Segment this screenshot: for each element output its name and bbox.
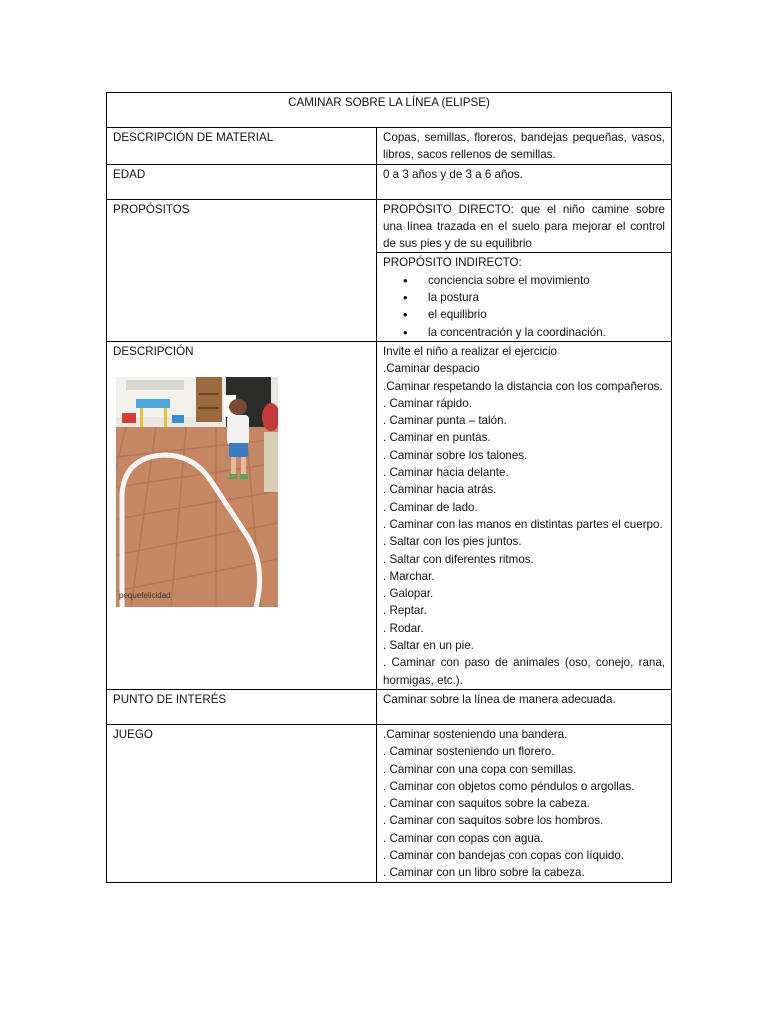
descripcion-row xyxy=(107,341,672,689)
punto-label: PUNTO DE INTERÉS xyxy=(107,689,377,724)
edad-row xyxy=(107,164,672,199)
list-item: . Caminar con bandejas con copas con líquido. xyxy=(383,848,625,862)
list-item: . Reptar. xyxy=(383,604,427,618)
list-item: Invite el niño a realizar el ejercicio xyxy=(383,344,557,358)
list-item: . Marchar. xyxy=(383,569,435,583)
list-item: . Caminar en puntas. xyxy=(383,431,491,445)
proposito-directo: PROPÓSITO DIRECTO: que el niño camine sobre una línea trazada en el suelo para mejorar el control de sus pies y de su equilibrio xyxy=(377,199,672,253)
proposito-indirecto-title: PROPÓSITO INDIRECTO: xyxy=(383,256,522,270)
descripcion-list xyxy=(377,341,672,689)
list-item: . Caminar sobre los talones. xyxy=(383,448,528,462)
edad-label: EDAD xyxy=(107,164,377,199)
list-item: . Caminar con saquitos sobre la cabeza. xyxy=(383,797,590,811)
list-item: . Caminar de lado. xyxy=(383,500,478,514)
floor-line-photo xyxy=(116,377,278,607)
list-item: . Caminar con un libro sobre la cabeza. xyxy=(383,866,585,880)
list-item: . Caminar punta – talón. xyxy=(383,414,507,428)
table-title: CAMINAR SOBRE LA LÍNEA (ELIPSE) xyxy=(107,93,672,128)
activity-table xyxy=(106,92,672,883)
material-label: DESCRIPCIÓN DE MATERIAL xyxy=(107,128,377,165)
juego-list xyxy=(377,724,672,882)
list-item: . Caminar hacia delante. xyxy=(383,466,509,480)
list-item: . Caminar con saquitos sobre los hombros. xyxy=(383,814,604,828)
punto-row xyxy=(107,689,672,724)
descripcion-label: DESCRIPCIÓN xyxy=(113,344,194,358)
list-item: .Caminar sosteniendo una bandera. xyxy=(383,727,568,741)
list-item: . Caminar hacia atrás. xyxy=(383,483,497,497)
list-item: • la postura xyxy=(403,289,665,306)
propositos-directo-row xyxy=(107,199,672,253)
material-row xyxy=(107,128,672,165)
list-item: . Caminar con paso de animales (oso, conejo, rana, hormigas, etc.). xyxy=(383,656,666,687)
list-item: . Caminar con copas con agua. xyxy=(383,831,544,845)
title-row xyxy=(107,93,672,128)
list-item: . Caminar con objetos como péndulos o argollas. xyxy=(383,779,635,793)
juego-label: JUEGO xyxy=(107,724,377,882)
image-watermark: pequefelicidad xyxy=(119,590,171,600)
list-item: • el equilibrio xyxy=(403,306,665,323)
descripcion-cell xyxy=(107,341,377,689)
list-item: . Galopar. xyxy=(383,587,434,601)
list-item: . Caminar con una copa con semillas. xyxy=(383,762,577,776)
list-item: • la concentración y la coordinación. xyxy=(403,324,665,341)
list-item: .Caminar respetando la distancia con los compañeros. xyxy=(383,379,663,393)
list-item: . Caminar rápido. xyxy=(383,396,472,410)
list-item: . Saltar con los pies juntos. xyxy=(383,535,522,549)
list-item: . Rodar. xyxy=(383,621,424,635)
list-item: . Saltar en un pie. xyxy=(383,639,474,653)
list-item: .Caminar despacio xyxy=(383,362,480,376)
material-value: Copas, semillas, floreros, bandejas pequeñas, vasos, libros, sacos rellenos de semillas. xyxy=(377,128,672,165)
propositos-label: PROPÓSITOS xyxy=(107,199,377,341)
activity-photo xyxy=(116,377,278,607)
list-item: . Caminar con las manos en distintas partes el cuerpo. xyxy=(383,517,663,531)
punto-value: Caminar sobre la línea de manera adecuada. xyxy=(377,689,672,724)
proposito-indirecto-cell xyxy=(377,253,672,341)
list-item: . Caminar sosteniendo un florero. xyxy=(383,745,555,759)
proposito-indirecto-list xyxy=(383,272,665,341)
list-item: . Saltar con diferentes ritmos. xyxy=(383,552,534,566)
edad-value: 0 a 3 años y de 3 a 6 años. xyxy=(377,164,672,199)
list-item: • conciencia sobre el movimiento xyxy=(403,272,665,289)
juego-row xyxy=(107,724,672,882)
